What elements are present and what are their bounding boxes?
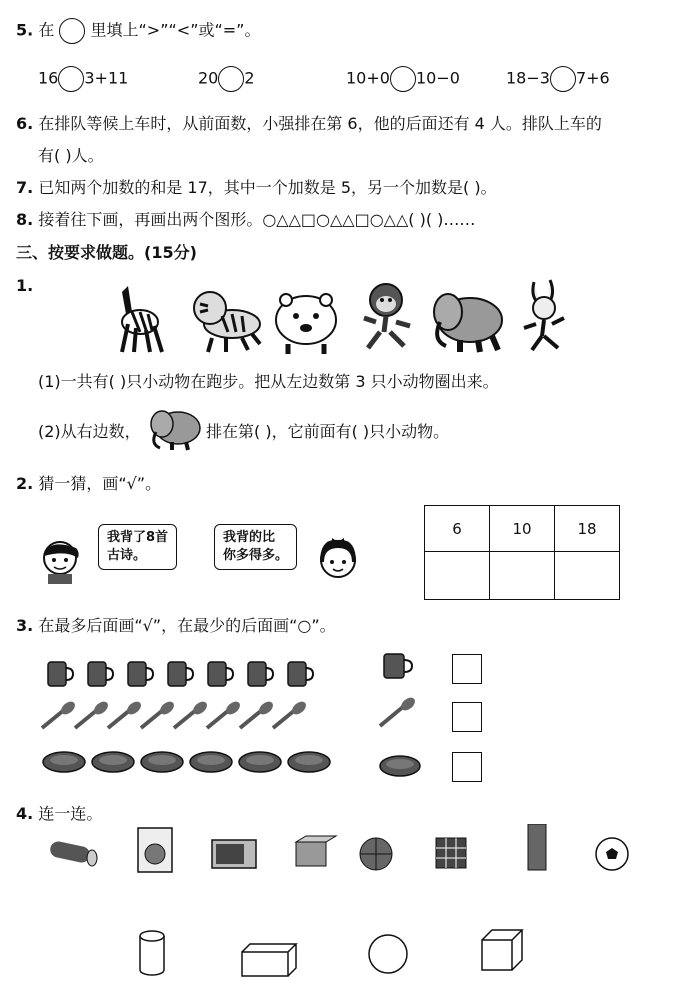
q5-item: 18−3 7+6 [506, 66, 610, 92]
answer-circle[interactable] [218, 66, 244, 92]
p1-number: 1. [16, 276, 34, 295]
p1-sub2-cont[interactable]: 排在第( )，它前面有( )只小动物。 [206, 422, 450, 441]
mug-icon [168, 662, 193, 686]
spoon-icon [240, 699, 275, 728]
p4-heading: 4. 连一连。 [16, 804, 103, 823]
sphere-icon[interactable] [369, 935, 407, 973]
answer-cell[interactable] [555, 552, 620, 600]
cuboid-icon[interactable] [242, 944, 296, 976]
elephant-icon [146, 406, 202, 452]
mug-icon [88, 662, 113, 686]
bowl-icon [141, 752, 183, 772]
bowl-icon [288, 752, 330, 772]
table-cell: 18 [555, 506, 620, 552]
soccer-ball-icon[interactable] [596, 838, 628, 870]
spoon-icon [380, 695, 417, 726]
object-row [40, 824, 640, 880]
spoon-icon [174, 699, 209, 728]
rabbit-icon[interactable] [524, 280, 564, 350]
mug-icon [288, 662, 313, 686]
basketball-icon[interactable] [360, 838, 392, 870]
section-title: 三、按要求做题。(15分) [16, 243, 197, 262]
bowl-icon [92, 752, 134, 772]
p1-sub2[interactable]: (2)从右边数， [38, 422, 141, 441]
q5-item: 10+0 10−0 [346, 66, 460, 92]
answer-cell[interactable] [490, 552, 555, 600]
q6-line2[interactable]: 有( )人。 [38, 146, 104, 165]
table-cell: 6 [425, 506, 490, 552]
girl-icon [314, 534, 362, 586]
p3-heading: 3. 在最多后面画“√”，在最少的后面画“○”。 [16, 616, 336, 635]
spoon-icon [273, 699, 308, 728]
guess-table [424, 505, 620, 600]
cylinder-icon[interactable] [140, 931, 164, 975]
mug-icon [208, 662, 233, 686]
q8[interactable]: 8. 接着往下画，再画出两个图形。○△△□○△△□○△△( )( )…… [16, 210, 476, 229]
compare-circle-icon [59, 18, 85, 44]
answer-box[interactable] [452, 702, 482, 732]
table-cell: 10 [490, 506, 555, 552]
q5-item: 20 2 [198, 66, 255, 92]
answer-circle[interactable] [550, 66, 576, 92]
p2-heading: 2. 猜一猜，画“√”。 [16, 474, 162, 493]
tiger-icon[interactable] [194, 292, 260, 352]
bowl-icon [239, 752, 281, 772]
bowl-icon [380, 756, 420, 776]
mug-row [48, 662, 313, 686]
speech-bubble-left: 我背了8首 古诗。 [98, 524, 177, 570]
washing-machine-icon[interactable] [138, 828, 172, 872]
answer-circle[interactable] [390, 66, 416, 92]
elephant-icon[interactable] [434, 294, 502, 352]
bear-icon[interactable] [276, 294, 336, 354]
spoon-icon [207, 699, 242, 728]
q5-heading: 5. 在 里填上“>”“<”或“=”。 [16, 18, 260, 44]
monkey-icon[interactable] [364, 284, 410, 348]
counting-rows [40, 652, 340, 782]
boy-icon [38, 534, 84, 584]
answer-box[interactable] [452, 752, 482, 782]
speech-bubble-right: 我背的比 你多得多。 [214, 524, 297, 570]
bowl-row [43, 752, 330, 772]
mug-icon [48, 662, 73, 686]
animal-row [100, 278, 580, 358]
answer-box[interactable] [452, 654, 482, 684]
q7[interactable]: 7. 已知两个加数的和是 17，其中一个加数是 5，另一个加数是( )。 [16, 178, 497, 197]
spoon-icon [42, 699, 77, 728]
spoon-icon [141, 699, 176, 728]
bowl-icon [43, 752, 85, 772]
cube-icon[interactable] [482, 930, 522, 970]
spoon-row [42, 699, 308, 728]
gift-box-icon[interactable] [296, 836, 336, 866]
rubiks-cube-icon[interactable] [436, 838, 466, 868]
mug-icon [248, 662, 273, 686]
microwave-icon[interactable] [212, 840, 256, 868]
spoon-icon [75, 699, 110, 728]
mug-icon [384, 654, 412, 678]
spoon-icon [108, 699, 143, 728]
answer-circle[interactable] [58, 66, 84, 92]
tea-can-icon[interactable] [528, 824, 546, 870]
zebra-icon[interactable] [122, 286, 162, 352]
q6-line1: 6. 在排队等候上车时，从前面数，小强排在第 6，他的后面还有 4 人。排队上车的 [16, 114, 602, 133]
mug-icon [128, 662, 153, 686]
log-icon[interactable] [49, 840, 97, 866]
shape-row [130, 928, 550, 980]
p1-sub1[interactable]: (1)一共有( )只小动物在跑步。把从左边数第 3 只小动物圈出来。 [38, 372, 499, 391]
answer-cell[interactable] [425, 552, 490, 600]
reference-items [378, 652, 424, 782]
bowl-icon [190, 752, 232, 772]
q5-item: 16 3+11 [38, 66, 128, 92]
